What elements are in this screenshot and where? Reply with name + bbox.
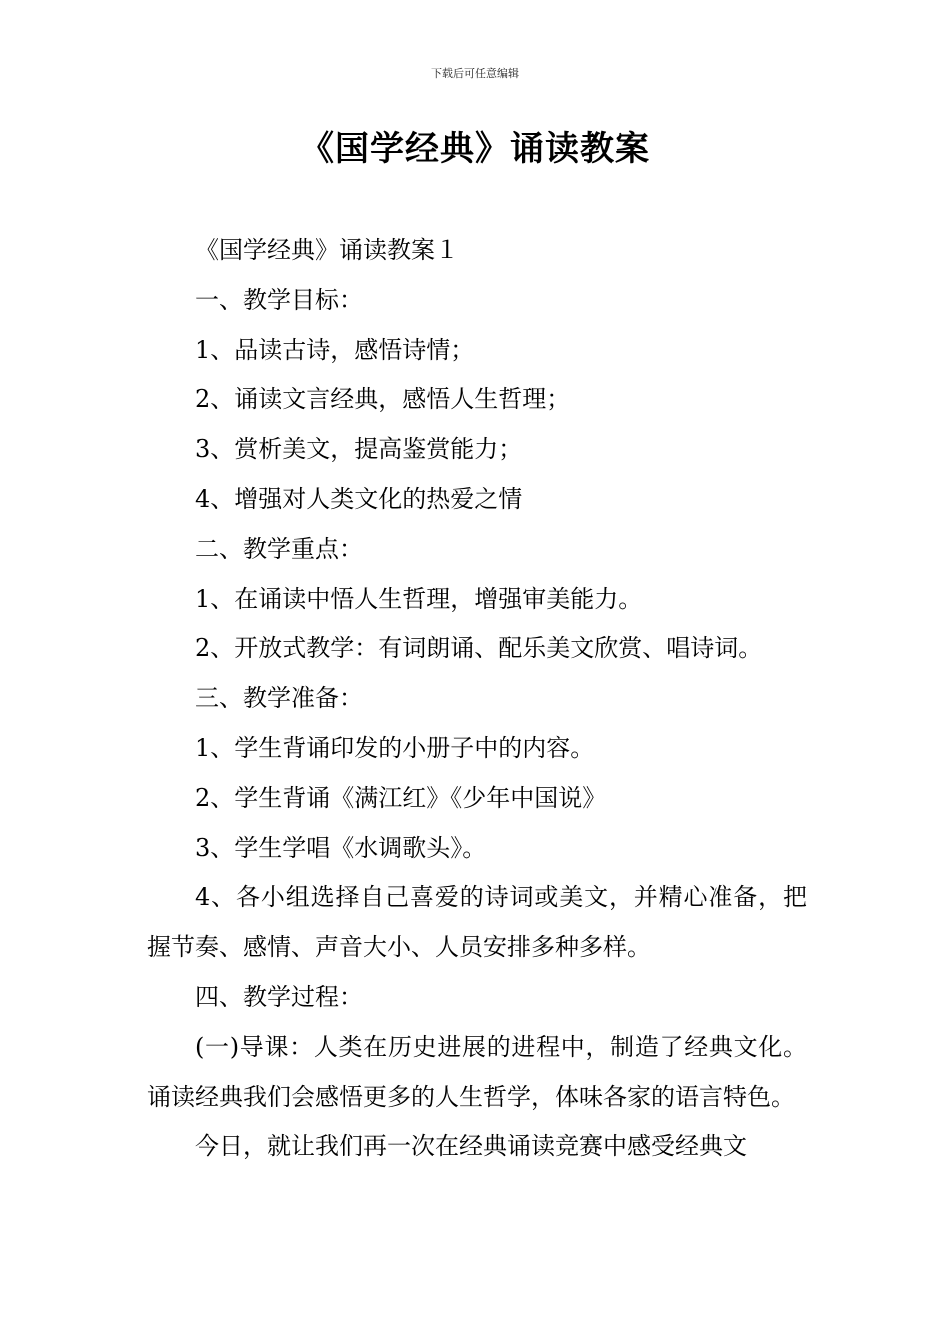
body-paragraph: 今日，就让我们再一次在经典诵读竞赛中感受经典文 [195, 1132, 747, 1161]
document-title: 《国学经典》诵读教案 [300, 129, 650, 169]
list-item: 3、学生学唱《水调歌头》。 [195, 833, 487, 862]
list-item: 4、增强对人类文化的热爱之情 [195, 484, 523, 513]
section-heading-preparation: 三、教学准备： [195, 684, 363, 713]
list-item: 2、学生背诵《满江红》《少年中国说》 [195, 783, 607, 812]
subtitle-paragraph: 《国学经典》诵读教案１ [195, 236, 459, 264]
header-note: 下载后可任意编辑 [431, 67, 519, 80]
list-item: 1、品读古诗，感悟诗情； [195, 335, 475, 364]
list-item: 3、赏析美文，提高鉴赏能力； [195, 435, 523, 464]
list-item: 1、在诵读中悟人生哲理，增强审美能力。 [195, 584, 643, 613]
list-item: 2、诵读文言经典，感悟人生哲理； [195, 385, 571, 414]
list-item: 2、开放式教学：有词朗诵、配乐美文欣赏、唱诗词。 [195, 634, 763, 663]
list-item: 4、各小组选择自己喜爱的诗词或美文，并精心准备，把握节奏、感情、声音大小、人员安排多种多样。 [147, 883, 807, 962]
body-paragraph: (一)导课：人类在历史进展的进程中，制造了经典文化。诵读经典我们会感悟更多的人生哲学，体味各家的语言特色。 [147, 1032, 807, 1111]
section-heading-objectives: 一、教学目标： [195, 285, 363, 314]
section-heading-key-points: 二、教学重点： [195, 534, 363, 563]
list-item: 1、学生背诵印发的小册子中的内容。 [195, 733, 595, 762]
document-body [147, 226, 807, 1172]
section-heading-process: 四、教学过程： [195, 982, 363, 1011]
